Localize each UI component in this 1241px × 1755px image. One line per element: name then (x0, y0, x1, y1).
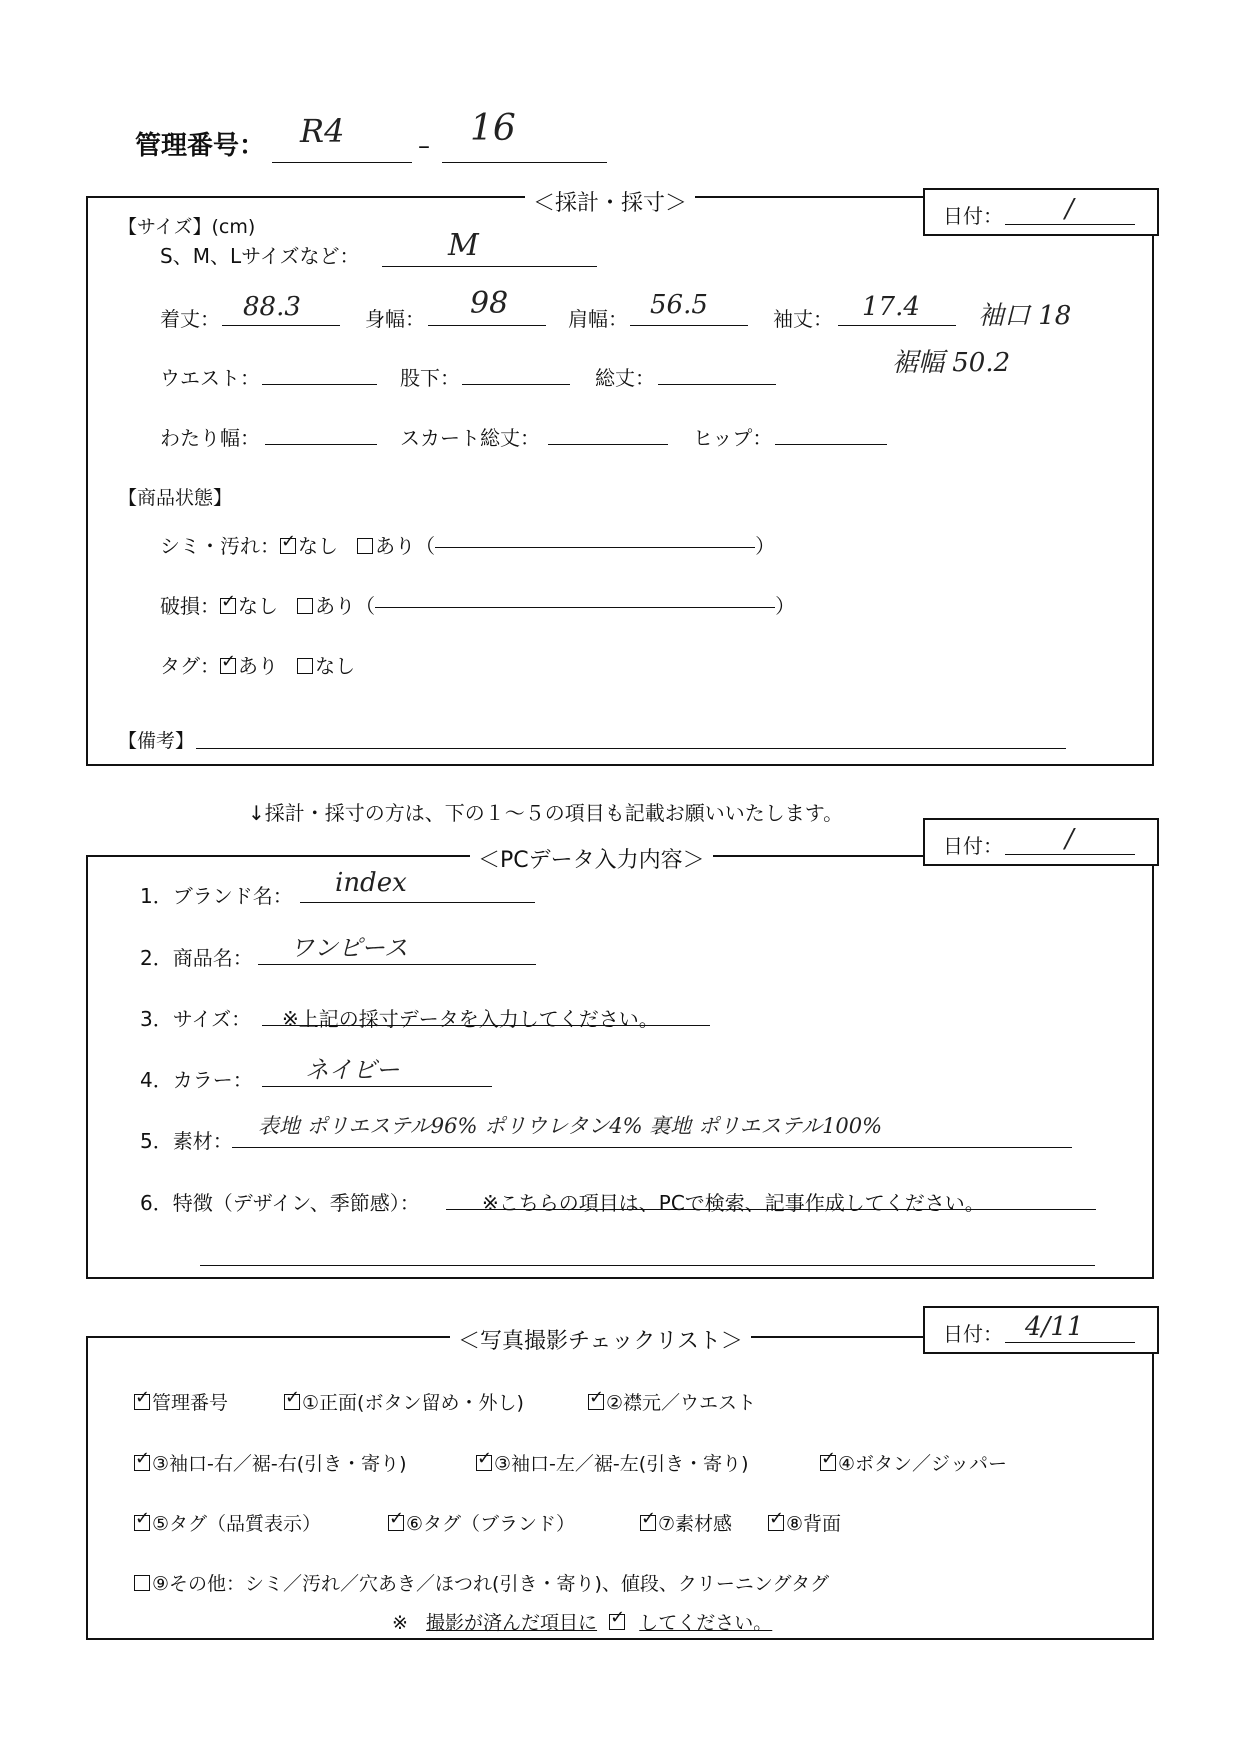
condition-heading: 【商品状態】 (118, 487, 233, 509)
measure-date-box (923, 188, 1159, 236)
katahaba-label: 肩幅： (568, 307, 628, 331)
tag-yes-checkbox[interactable] (220, 658, 236, 674)
waist-label: ウエスト： (160, 366, 260, 390)
watari-label: わたり幅： (160, 426, 260, 450)
photo-date-label: 日付： (943, 1322, 1003, 1346)
yuki-label: 袖丈： (773, 307, 833, 331)
tag-row (160, 650, 355, 679)
stain-none-label: なし (298, 534, 338, 558)
kitake-line (222, 325, 340, 326)
measure-date-value: / (1065, 194, 1074, 224)
pc-data-section-title: ＜PCデータ入力内容＞ (470, 843, 713, 874)
mgmt-prefix-line (272, 162, 412, 163)
check-material-checkbox[interactable] (640, 1515, 656, 1531)
photo-checklist-title: ＜写真撮影チェックリスト＞ (450, 1324, 751, 1355)
remarks-label: 【備考】 (118, 730, 195, 752)
photo-date-line (1005, 1342, 1135, 1343)
tag-label: タグ： (160, 654, 220, 678)
photo-date-box (923, 1306, 1159, 1354)
check-other-checkbox[interactable] (134, 1575, 150, 1591)
feature-line (446, 1209, 1096, 1210)
hip-label: ヒップ： (693, 426, 773, 450)
check-cuff-right-checkbox[interactable] (134, 1455, 150, 1471)
feature-label: 6．特徴（デザイン、季節感）： (140, 1191, 420, 1215)
total-line (658, 384, 776, 385)
check-back-label: ⑧背面 (786, 1513, 842, 1535)
tag-yes-label: あり (238, 654, 278, 678)
check-item-cuff-left[interactable] (476, 1449, 749, 1476)
damage-detail-line (375, 607, 775, 608)
total-label: 総丈： (595, 366, 655, 390)
stain-label: シミ・汚れ： (160, 534, 280, 558)
damage-none-checkbox[interactable] (220, 598, 236, 614)
pc-date-box (923, 818, 1159, 866)
measure-section (86, 196, 1154, 766)
footer-mark: ※ (392, 1612, 408, 1634)
check-button-label: ④ボタン／ジッパー (838, 1453, 1008, 1475)
check-material-label: ⑦素材感 (658, 1513, 733, 1535)
check-item-cuff-right[interactable] (134, 1449, 407, 1476)
check-tag-quality-label: ⑤タグ（品質表示） (152, 1513, 322, 1535)
stain-close-paren: ） (755, 534, 776, 558)
hip-line (775, 444, 887, 445)
material-label: 5．素材： (140, 1129, 233, 1153)
measure-section-title: ＜採計・採寸＞ (525, 186, 695, 217)
mgmt-number-line (442, 162, 607, 163)
mihaba-label: 身幅： (365, 307, 425, 331)
photo-date-value: 4/11 (1025, 1312, 1084, 1342)
inseam-line (462, 384, 570, 385)
check-collar-checkbox[interactable] (588, 1394, 604, 1410)
tag-none-label: なし (315, 654, 356, 678)
check-front-label: ①正面(ボタン留め・外し) (302, 1392, 524, 1414)
color-label: 4．カラー： (140, 1068, 253, 1092)
damage-close-paren: ） (775, 594, 796, 618)
checklist-footer (392, 1608, 772, 1635)
item-label: 2．商品名： (140, 946, 253, 970)
mgmt-number-row (135, 125, 265, 162)
check-mgmt-checkbox[interactable] (134, 1394, 150, 1410)
stain-yes-label: あり（ (375, 534, 436, 558)
check-item-tag-brand[interactable] (388, 1509, 575, 1536)
size-heading: 【サイズ】(cm) (118, 216, 256, 238)
size-input-label: 3．サイズ： (140, 1007, 252, 1031)
remarks-line (196, 748, 1066, 749)
stain-detail-line (435, 547, 755, 548)
check-back-checkbox[interactable] (768, 1515, 784, 1531)
sml-label: S、M、Lサイズなど： (160, 244, 360, 268)
color-line (262, 1086, 492, 1087)
check-button-checkbox[interactable] (820, 1455, 836, 1471)
check-item-tag-quality[interactable] (134, 1509, 321, 1536)
measure-date-label: 日付： (943, 204, 1003, 228)
inseam-label: 股下： (400, 366, 460, 390)
mgmt-label: 管理番号： (135, 131, 266, 161)
check-item-button[interactable] (820, 1449, 1007, 1476)
pc-date-value: / (1065, 824, 1074, 854)
brand-line (300, 902, 535, 903)
check-mgmt-label: 管理番号 (152, 1392, 229, 1414)
item-line (258, 964, 536, 965)
mgmt-number-value: 16 (470, 108, 516, 149)
check-tag-brand-checkbox[interactable] (388, 1515, 404, 1531)
check-collar-label: ②襟元／ウエスト (606, 1392, 757, 1414)
mihaba-line (428, 325, 546, 326)
check-item-front[interactable] (284, 1388, 524, 1415)
instruction-text: ↓採計・採寸の方は、下の１～５の項目も記載お願いいたします。 (248, 801, 844, 825)
damage-row (160, 590, 795, 619)
stain-yes-checkbox[interactable] (357, 538, 373, 554)
size-input-value: ※上記の採寸データを入力してください。 (282, 1007, 659, 1031)
damage-yes-label: あり（ (315, 594, 376, 618)
susohaba-note: 裾幅 50.2 (892, 348, 1011, 378)
kitake-label: 着丈： (160, 307, 220, 331)
stain-row (160, 530, 775, 559)
kitake-value: 88.3 (243, 292, 301, 322)
check-tag-quality-checkbox[interactable] (134, 1515, 150, 1531)
check-item-other[interactable] (134, 1569, 829, 1596)
mihaba-value: 98 (470, 286, 509, 321)
feature-line-2 (200, 1265, 1095, 1266)
check-cuff-left-label: ③袖口-左／裾-左(引き・寄り) (494, 1453, 749, 1475)
stain-none-checkbox[interactable] (280, 538, 296, 554)
mgmt-dash: – (418, 132, 430, 160)
check-cuff-left-checkbox[interactable] (476, 1455, 492, 1471)
damage-none-label: なし (238, 594, 278, 618)
check-item-collar[interactable] (588, 1388, 756, 1415)
sml-line (382, 266, 597, 267)
watari-line (265, 444, 377, 445)
feature-value: ※こちらの項目は、PCで検索、記事作成してください。 (482, 1191, 985, 1215)
material-line (232, 1147, 1072, 1148)
footer-checkbox-sample (609, 1614, 625, 1630)
damage-label: 破損： (160, 594, 220, 618)
footer-text-a: 撮影が済んだ項目に (426, 1612, 598, 1634)
size-input-line (262, 1025, 710, 1026)
pc-date-line (1005, 854, 1135, 855)
material-value: 表地 ポリエステル96% ポリウレタン4% 裏地 ポリエステル100% (258, 1114, 883, 1138)
pc-date-label: 日付： (943, 834, 1003, 858)
sml-value: M (448, 228, 479, 263)
katahaba-line (630, 325, 748, 326)
check-tag-brand-label: ⑥タグ（ブランド） (406, 1513, 576, 1535)
check-item-back[interactable] (768, 1509, 841, 1536)
brand-label: 1．ブランド名： (140, 884, 293, 908)
item-value: ワンピース (290, 934, 408, 962)
yuki-line (838, 325, 956, 326)
sodeguchi-note: 袖口 18 (978, 301, 1072, 331)
check-cuff-right-label: ③袖口-右／裾-右(引き・寄り) (152, 1453, 407, 1475)
check-item-material[interactable] (640, 1509, 732, 1536)
yuki-value: 17.4 (862, 292, 920, 322)
tag-none-checkbox[interactable] (297, 658, 313, 674)
skirt-label: スカート総丈： (400, 426, 540, 450)
footer-text-b: してください。 (639, 1612, 773, 1634)
brand-value: index (335, 868, 407, 898)
check-other-label: ⑨その他：シミ／汚れ／穴あき／ほつれ(引き・寄り)、値段、クリーニングタグ (152, 1573, 830, 1595)
color-value: ネイビー (305, 1056, 400, 1084)
measure-date-line (1005, 224, 1135, 225)
skirt-line (548, 444, 668, 445)
damage-yes-checkbox[interactable] (297, 598, 313, 614)
waist-line (262, 384, 377, 385)
katahaba-value: 56.5 (650, 290, 708, 320)
check-item-mgmt[interactable] (134, 1388, 228, 1415)
mgmt-prefix-value: R4 (300, 112, 345, 150)
check-front-checkbox[interactable] (284, 1394, 300, 1410)
